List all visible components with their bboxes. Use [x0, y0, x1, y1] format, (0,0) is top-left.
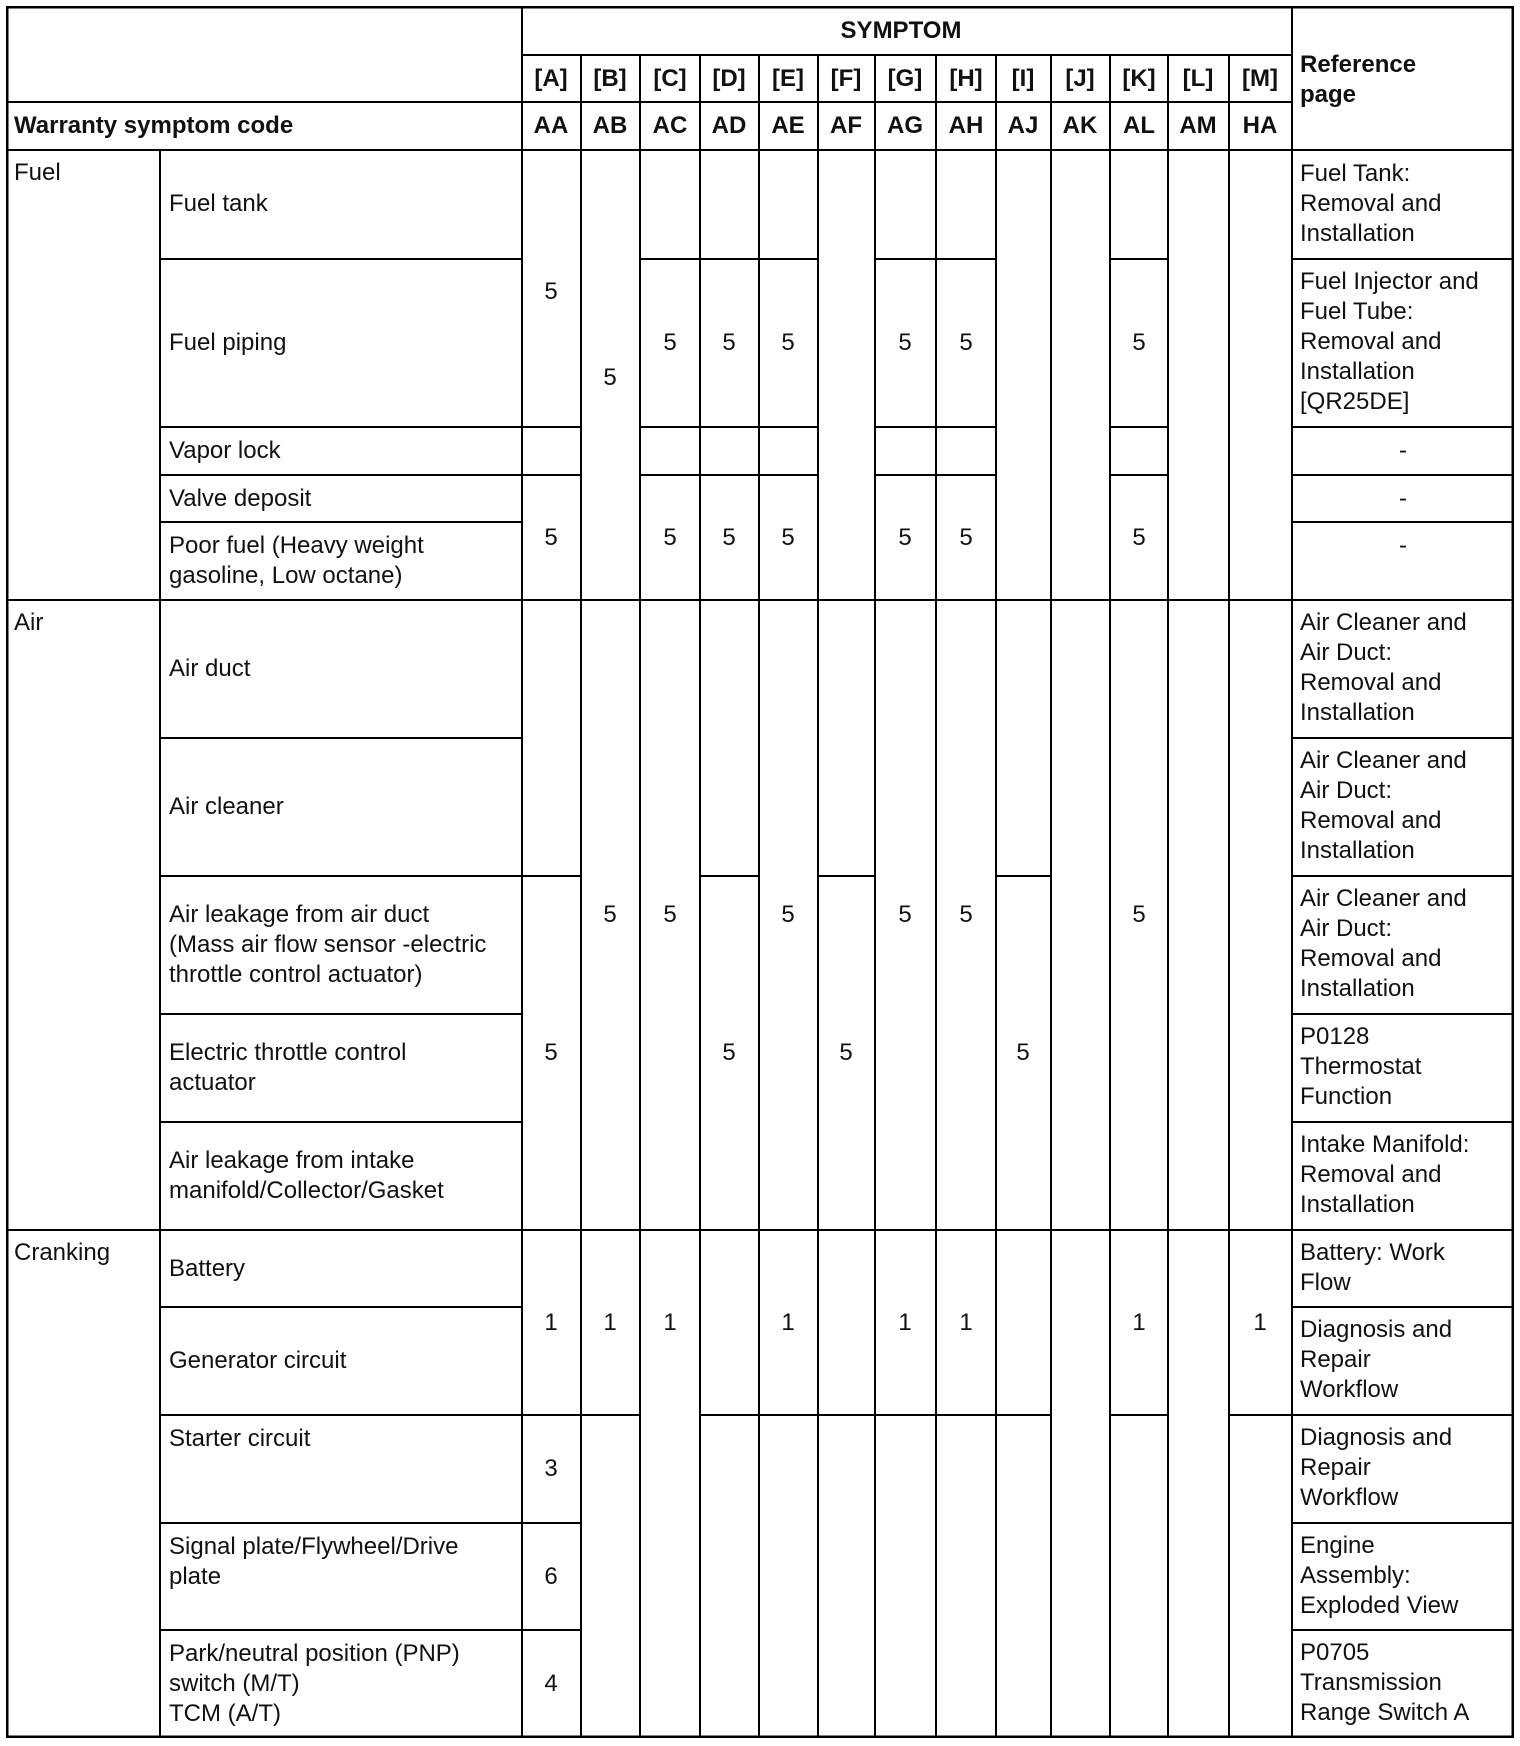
cell-fuel-e-deposit-poor: 5: [781, 524, 795, 551]
cell-fuel-b: 5: [603, 364, 617, 391]
warranty-code-ak: AK: [1062, 112, 1098, 139]
symptom-letter-k: [K]: [1122, 65, 1156, 92]
table-grid: [6, 6, 1514, 1738]
symptom-letter-j: [J]: [1065, 65, 1095, 92]
group-air: Air: [14, 609, 44, 636]
reference-signal-plate: Engine Assembly: Exploded View: [1300, 1532, 1459, 1619]
cell-fuel-h-deposit-poor: 5: [959, 524, 973, 551]
item-battery: Battery: [169, 1255, 246, 1282]
cell-air-g: 5: [898, 901, 912, 928]
cell-crank-h-batt-gen: 1: [959, 1309, 973, 1336]
cell-fuel-a-deposit-poor: 5: [544, 524, 558, 551]
cell-air-b: 5: [603, 901, 617, 928]
cell-crank-a-pnp: 4: [544, 1670, 558, 1697]
warranty-code-ab: AB: [592, 112, 628, 139]
cell-fuel-k-piping: 5: [1132, 329, 1146, 356]
reference-battery: Battery: Work Flow: [1300, 1239, 1445, 1296]
cell-fuel-k-deposit-poor: 5: [1132, 524, 1146, 551]
symptom-letter-f: [F]: [830, 65, 862, 92]
cell-air-a-lower: 5: [544, 1039, 558, 1066]
item-valve-deposit: Valve deposit: [169, 485, 312, 512]
item-starter-circuit: Starter circuit: [169, 1425, 311, 1452]
reference-starter-circuit: Diagnosis and Repair Workflow: [1300, 1424, 1453, 1511]
item-air-duct: Air duct: [169, 655, 251, 682]
warranty-code-ad: AD: [711, 112, 747, 139]
symptom-letter-i: [I]: [1011, 65, 1035, 92]
symptom-letter-b: [B]: [593, 65, 627, 92]
cell-crank-a-signal: 6: [544, 1563, 558, 1590]
warranty-code-ae: AE: [771, 112, 805, 139]
cell-air-i-lower: 5: [1016, 1039, 1030, 1066]
item-fuel-tank: Fuel tank: [169, 190, 268, 217]
reference-air-leakage-duct: Air Cleaner and Air Duct: Removal and Installation: [1300, 885, 1467, 1002]
cell-air-d-lower: 5: [722, 1039, 736, 1066]
group-fuel: Fuel: [14, 159, 61, 186]
item-air-leakage-duct: Air leakage from air duct (Mass air flow sensor -electric throttle control actuator): [169, 901, 487, 988]
cell-air-k: 5: [1132, 901, 1146, 928]
symptom-letter-h: [H]: [949, 65, 983, 92]
group-cranking: Cranking: [14, 1239, 111, 1266]
cell-crank-a-starter: 3: [544, 1455, 558, 1482]
warranty-code-ah: AH: [948, 112, 984, 139]
reference-pnp-switch: P0705 Transmission Range Switch A: [1300, 1639, 1470, 1726]
cell-crank-b-batt-gen: 1: [603, 1309, 617, 1336]
reference-poor-fuel: -: [1399, 532, 1407, 559]
cell-fuel-g-piping: 5: [898, 329, 912, 356]
cell-air-e: 5: [781, 901, 795, 928]
cell-crank-e-batt-gen: 1: [781, 1309, 795, 1336]
cell-fuel-d-deposit-poor: 5: [722, 524, 736, 551]
cell-air-h: 5: [959, 901, 973, 928]
cell-air-f-lower: 5: [839, 1039, 853, 1066]
reference-generator-circuit: Diagnosis and Repair Workflow: [1300, 1316, 1453, 1403]
cell-fuel-c-deposit-poor: 5: [663, 524, 677, 551]
cell-crank-g-batt-gen: 1: [898, 1309, 912, 1336]
cell-crank-m-batt-gen: 1: [1253, 1309, 1267, 1336]
warranty-code-ac: AC: [652, 112, 688, 139]
item-vapor-lock: Vapor lock: [169, 437, 281, 464]
item-generator-circuit: Generator circuit: [169, 1347, 347, 1374]
warranty-code-am: AM: [1179, 112, 1217, 139]
symptom-letter-g: [G]: [887, 65, 923, 92]
warranty-code-af: AF: [830, 112, 862, 139]
warranty-code-aa: AA: [533, 112, 569, 139]
item-fuel-piping: Fuel piping: [169, 329, 287, 356]
cell-fuel-d-piping: 5: [722, 329, 736, 356]
warranty-code-ag: AG: [887, 112, 923, 139]
item-air-leakage-intake: Air leakage from intake manifold/Collector/Gasket: [169, 1147, 444, 1204]
cell-crank-c-batt-gen: 1: [663, 1309, 677, 1336]
cell-air-c: 5: [663, 901, 677, 928]
cell-crank-k-batt-gen: 1: [1132, 1309, 1146, 1336]
cell-fuel-g-deposit-poor: 5: [898, 524, 912, 551]
reference-page-header: Reference page: [1300, 51, 1417, 108]
symptom-letter-d: [D]: [712, 65, 746, 92]
symptom-letter-e: [E]: [772, 65, 804, 92]
symptom-letter-c: [C]: [653, 65, 687, 92]
reference-electric-throttle: P0128 Thermostat Function: [1300, 1023, 1422, 1110]
symptom-header: SYMPTOM: [840, 17, 962, 44]
reference-air-cleaner: Air Cleaner and Air Duct: Removal and Installation: [1300, 747, 1467, 864]
cell-fuel-h-piping: 5: [959, 329, 973, 356]
warranty-code-aj: AJ: [1007, 112, 1039, 139]
warranty-code-ha: HA: [1242, 112, 1278, 139]
item-air-cleaner: Air cleaner: [169, 793, 284, 820]
symptom-letter-l: [L]: [1182, 65, 1214, 92]
reference-valve-deposit: -: [1399, 485, 1407, 512]
item-pnp-switch: Park/neutral position (PNP) switch (M/T) TCM (A/T): [169, 1640, 460, 1727]
cell-fuel-c-piping: 5: [663, 329, 677, 356]
warranty-code-al: AL: [1123, 112, 1155, 139]
item-electric-throttle: Electric throttle control actuator: [169, 1039, 407, 1096]
reference-vapor-lock: -: [1399, 437, 1407, 464]
symptom-letter-m: [M]: [1242, 65, 1278, 92]
symptom-letter-a: [A]: [534, 65, 568, 92]
cell-crank-a-batt-gen: 1: [544, 1309, 558, 1336]
cell-fuel-a-tank-piping: 5: [544, 278, 558, 305]
cell-fuel-e-piping: 5: [781, 329, 795, 356]
reference-air-leakage-intake: Intake Manifold: Removal and Installation: [1300, 1131, 1470, 1218]
symptom-matrix-table: [6, 6, 1514, 1738]
reference-fuel-piping: Fuel Injector and Fuel Tube: Removal and Installation [QR25DE]: [1300, 268, 1479, 415]
reference-fuel-tank: Fuel Tank: Removal and Installation: [1300, 160, 1442, 247]
warranty-symptom-code-label: Warranty symptom code: [14, 112, 294, 139]
item-poor-fuel: Poor fuel (Heavy weight gasoline, Low octane): [169, 532, 424, 589]
reference-air-duct: Air Cleaner and Air Duct: Removal and Installation: [1300, 609, 1467, 726]
item-signal-plate: Signal plate/Flywheel/Drive plate: [169, 1533, 459, 1590]
